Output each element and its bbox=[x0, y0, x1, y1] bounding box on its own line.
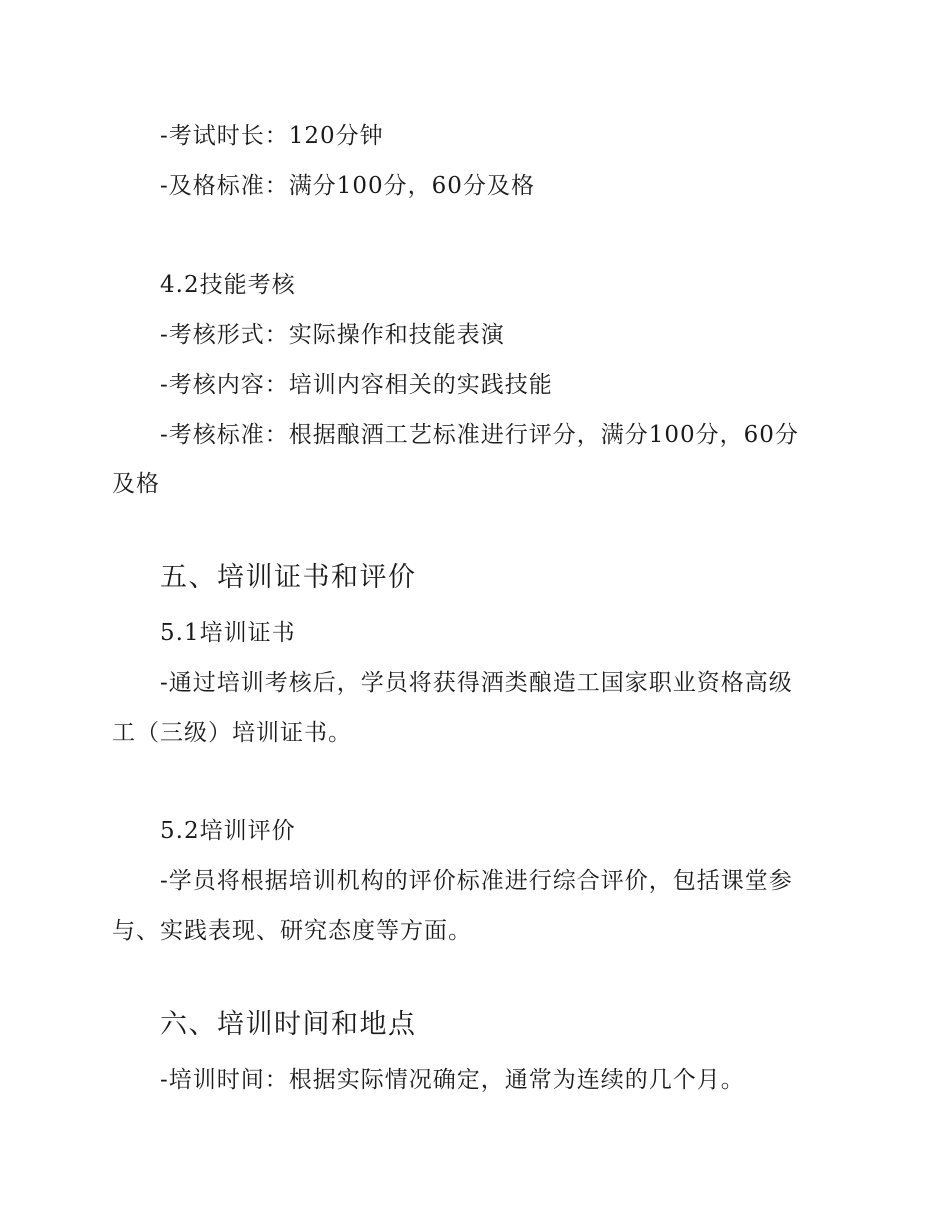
evaluation-subheading: 5.2培训评价 bbox=[160, 818, 296, 844]
evaluation-line-continued: 与、实践表现、研究态度等方面。 bbox=[112, 918, 472, 944]
section-six-heading: 六、培训时间和地点 bbox=[160, 1009, 417, 1040]
certificate-subheading: 5.1培训证书 bbox=[160, 620, 296, 646]
section-five-heading: 五、培训证书和评价 bbox=[160, 562, 417, 593]
certificate-line: -通过培训考核后，学员将获得酒类酿造工国家职业资格高级 bbox=[160, 670, 793, 696]
exam-duration-line: -考试时长：120分钟 bbox=[160, 123, 384, 149]
evaluation-line: -学员将根据培训机构的评价标准进行综合评价，包括课堂参 bbox=[160, 868, 793, 894]
certificate-line-continued: 工（三级）培训证书。 bbox=[112, 720, 352, 746]
assessment-standard-line: -考核标准：根据酿酒工艺标准进行评分，满分100分，60分 bbox=[160, 422, 799, 448]
training-time-line: -培训时间：根据实际情况确定，通常为连续的几个月。 bbox=[160, 1067, 745, 1093]
skill-assessment-subheading: 4.2技能考核 bbox=[160, 272, 296, 298]
assessment-form-line: -考核形式：实际操作和技能表演 bbox=[160, 322, 505, 348]
assessment-content-line: -考核内容：培训内容相关的实践技能 bbox=[160, 372, 553, 398]
pass-standard-line: -及格标准：满分100分，60分及格 bbox=[160, 173, 535, 199]
assessment-standard-line-continued: 及格 bbox=[112, 471, 160, 497]
